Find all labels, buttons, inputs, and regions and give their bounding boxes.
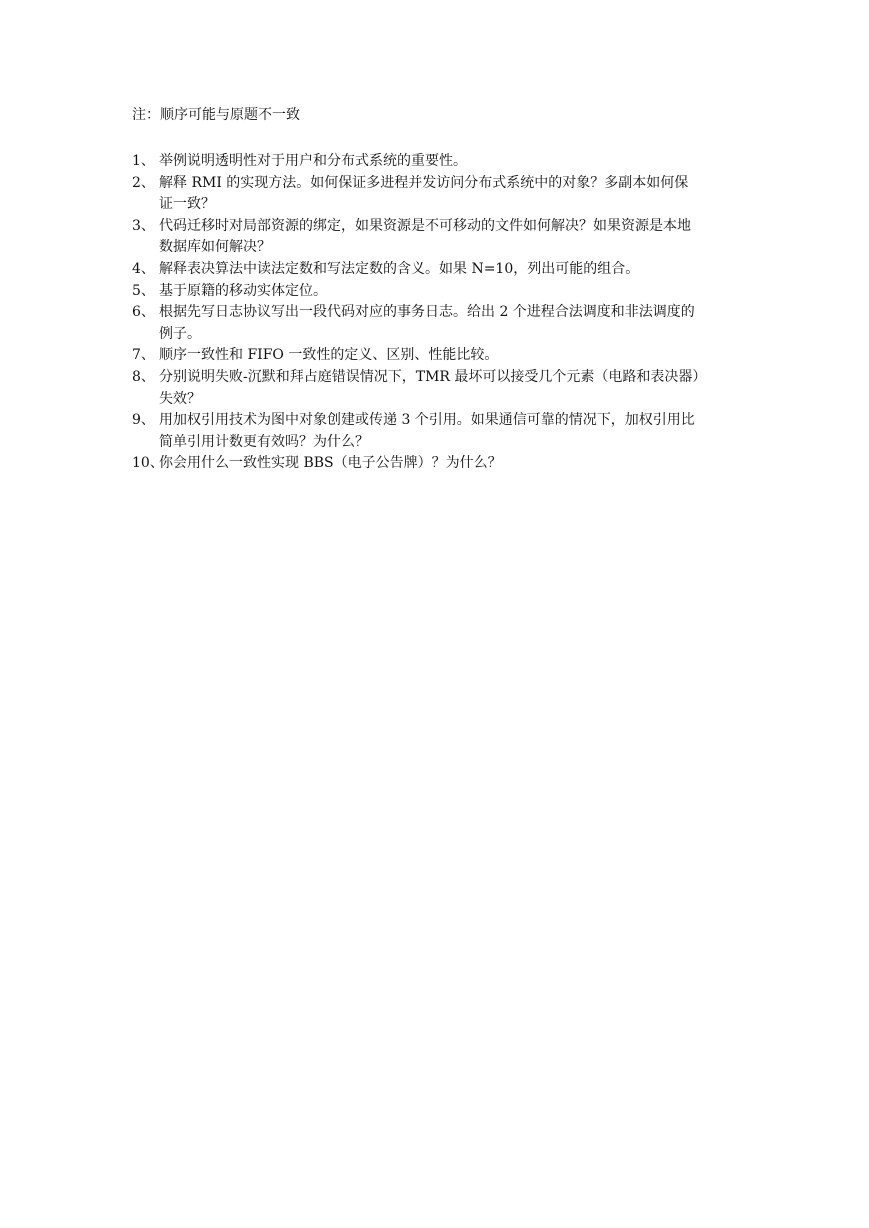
question-text — [159, 216, 744, 259]
question-text — [159, 151, 744, 173]
question-number: 4、 — [132, 260, 155, 277]
question-line: 举例说明透明性对于用户和分布式系统的重要性。 — [159, 153, 467, 169]
question-line: 顺序一致性和 FIFO 一致性的定义、区别、性能比较。 — [159, 347, 499, 364]
question-number: 2、 — [132, 174, 155, 191]
question-item — [132, 151, 744, 173]
question-text — [159, 173, 744, 216]
question-number: 1、 — [132, 153, 155, 169]
question-line: 失效？ — [159, 390, 201, 407]
question-number: 5、 — [132, 282, 155, 299]
question-text — [159, 281, 744, 303]
question-line: 根据先写日志协议写出一段代码对应的事务日志。给出 2 个进程合法调度和非法调度的 — [159, 304, 695, 321]
question-line: 解释 RMI 的实现方法。如何保证多进程并发访问分布式系统中的对象？多副本如何保 — [159, 174, 689, 191]
note-text: 注：顺序可能与原题不一致 — [132, 107, 300, 123]
question-number: 3、 — [132, 217, 155, 234]
question-text — [159, 302, 744, 345]
question-line: 分别说明失败-沉默和拜占庭错误情况下，TMR 最坏可以接受几个元素（电路和表决器） — [159, 368, 707, 385]
question-number: 8、 — [132, 368, 155, 385]
question-number: 7、 — [132, 347, 155, 364]
question-line: 代码迁移时对局部资源的绑定，如果资源是不可移动的文件如何解决？如果资源是本地 — [159, 217, 691, 234]
question-number: 10、 — [132, 455, 164, 472]
question-item — [132, 281, 744, 303]
question-text — [159, 453, 744, 475]
question-number: 9、 — [132, 412, 155, 429]
question-text — [159, 367, 744, 410]
question-line: 数据库如何解决？ — [159, 239, 271, 256]
question-text — [159, 410, 744, 453]
question-text — [159, 345, 744, 367]
question-line: 基于原籍的移动实体定位。 — [159, 282, 327, 299]
question-number: 6、 — [132, 304, 155, 321]
question-line: 解释表决算法中读法定数和写法定数的含义。如果 N=10，列出可能的组合。 — [159, 260, 640, 277]
question-item — [132, 302, 744, 345]
question-item — [132, 259, 744, 281]
question-line: 简单引用计数更有效吗？为什么？ — [159, 433, 369, 450]
question-item — [132, 453, 744, 475]
question-item — [132, 410, 744, 453]
question-item — [132, 173, 744, 216]
question-item — [132, 345, 744, 367]
question-line: 你会用什么一致性实现 BBS（电子公告牌）？为什么？ — [159, 455, 502, 472]
question-list — [132, 151, 744, 475]
question-text — [159, 259, 744, 281]
question-item — [132, 216, 744, 259]
question-line: 证一致？ — [159, 196, 215, 213]
question-item — [132, 367, 744, 410]
question-line: 例子。 — [159, 325, 201, 342]
question-line: 用加权引用技术为图中对象创建或传递 3 个引用。如果通信可靠的情况下，加权引用比 — [159, 412, 695, 429]
